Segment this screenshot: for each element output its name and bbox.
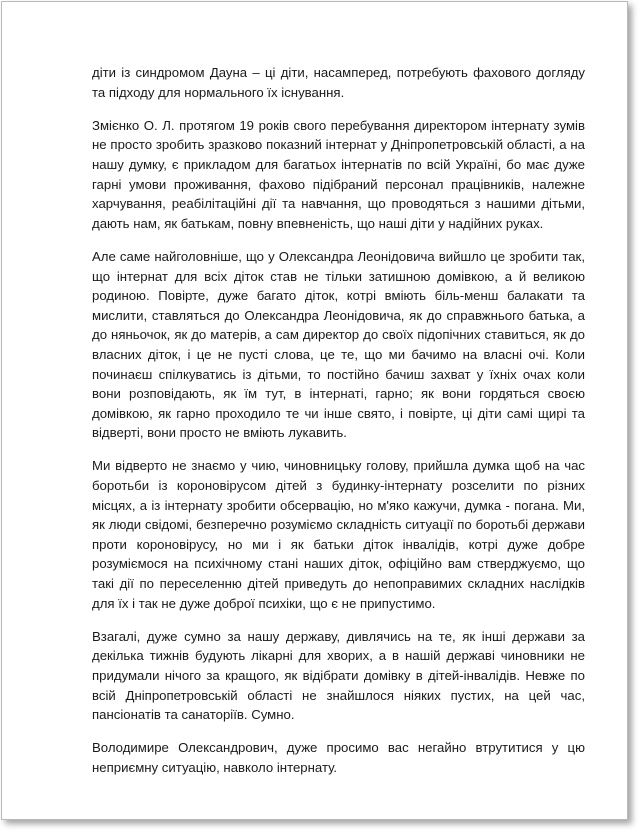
paragraph-5: Взагалі, дуже сумно за нашу державу, дивлячись на те, як інші держави за декілька тижнів будують лікарні для хворих, а в нашій державі чиновники не придумали нічого за кращого, як відібрати домівку в дітей-інвалідів. Невже по всій Дніпропетровській області не знайшлося ніяких пустих, на цей час, пансіонатів та санаторіїв. Сумно. [92,628,585,723]
document-body [92,63,585,791]
paragraph-3: Але саме найголовніше, що у Олександра Леонідовича вийшло це зробити так, що інтернат для всіх діток став не тільки затишною домівкою, а й великою родиною. Повірте, дуже багато діток, котрі вміють біль-менш балакати та мислити, ставляться до Олександра Леонідовича, як до справжнього батька, а до няньочок, як до матерів, а сам директор до своїх підопічних ставиться, як до власних діток, і це не пусті слова, це те, що ми бачимо на власні очі. Коли починаєш спілкуватись із дітьми, то постійно бачиш захват у їхніх очах коли вони розповідають, як їм тут, в інтернаті, гарно; як вони гордяться своєю домівкою, як гарно проходило те чи інше свято, і повірте, ці діти самі щирі та відверті, вони просто не вміють лукавить. [92,248,585,441]
paragraph-4: Ми відверто не знаємо у чию, чиновницьку голову, прийшла думка щоб на час боротьби із короновірусом дітей з будинку-інтернату розселити по різних місцях, а із інтернату зробити обсервацію, но м'яко кажучи, думка - погана. Ми, як люди свідомі, безперечно розуміємо складність ситуації по боротьбі держави проти короновірусу, но ми і як батьки діток інвалідів, котрі дуже добре розуміємося на психічному стані наших діток, офіційно вам стверджуємо, що такі дії по переселенню дітей приведуть до непоправимих складних наслідків для їх і так не дуже доброї психіки, що є не припустимо. [92,458,585,611]
paragraph-6: Володимире Олександрович, дуже просимо вас негайно втрутитися у цю неприємну ситуацію, навколо інтернату. [92,740,585,775]
document-page [1,1,628,820]
paragraph-2: Змієнко О. Л. протягом 19 років свого перебування директором інтернату зумів не просто зробить зразково показний інтернат у Дніпропетровській області, а на нашу думку, є прикладом для багатьох інтернатів по всій Україні, бо має дуже гарні умови проживання, фахово підібраний персонал працівників, належне харчування, реабілітаційні дії та навчання, що проводяться з нашими дітьми, дають нам, як батькам, повну впевненість, що наші діти у надійних руках. [92,117,585,231]
paragraph-1: діти із синдромом Дауна – ці діти, насамперед, потребують фахового догляду та підходу для нормального їх існування. [92,65,585,100]
